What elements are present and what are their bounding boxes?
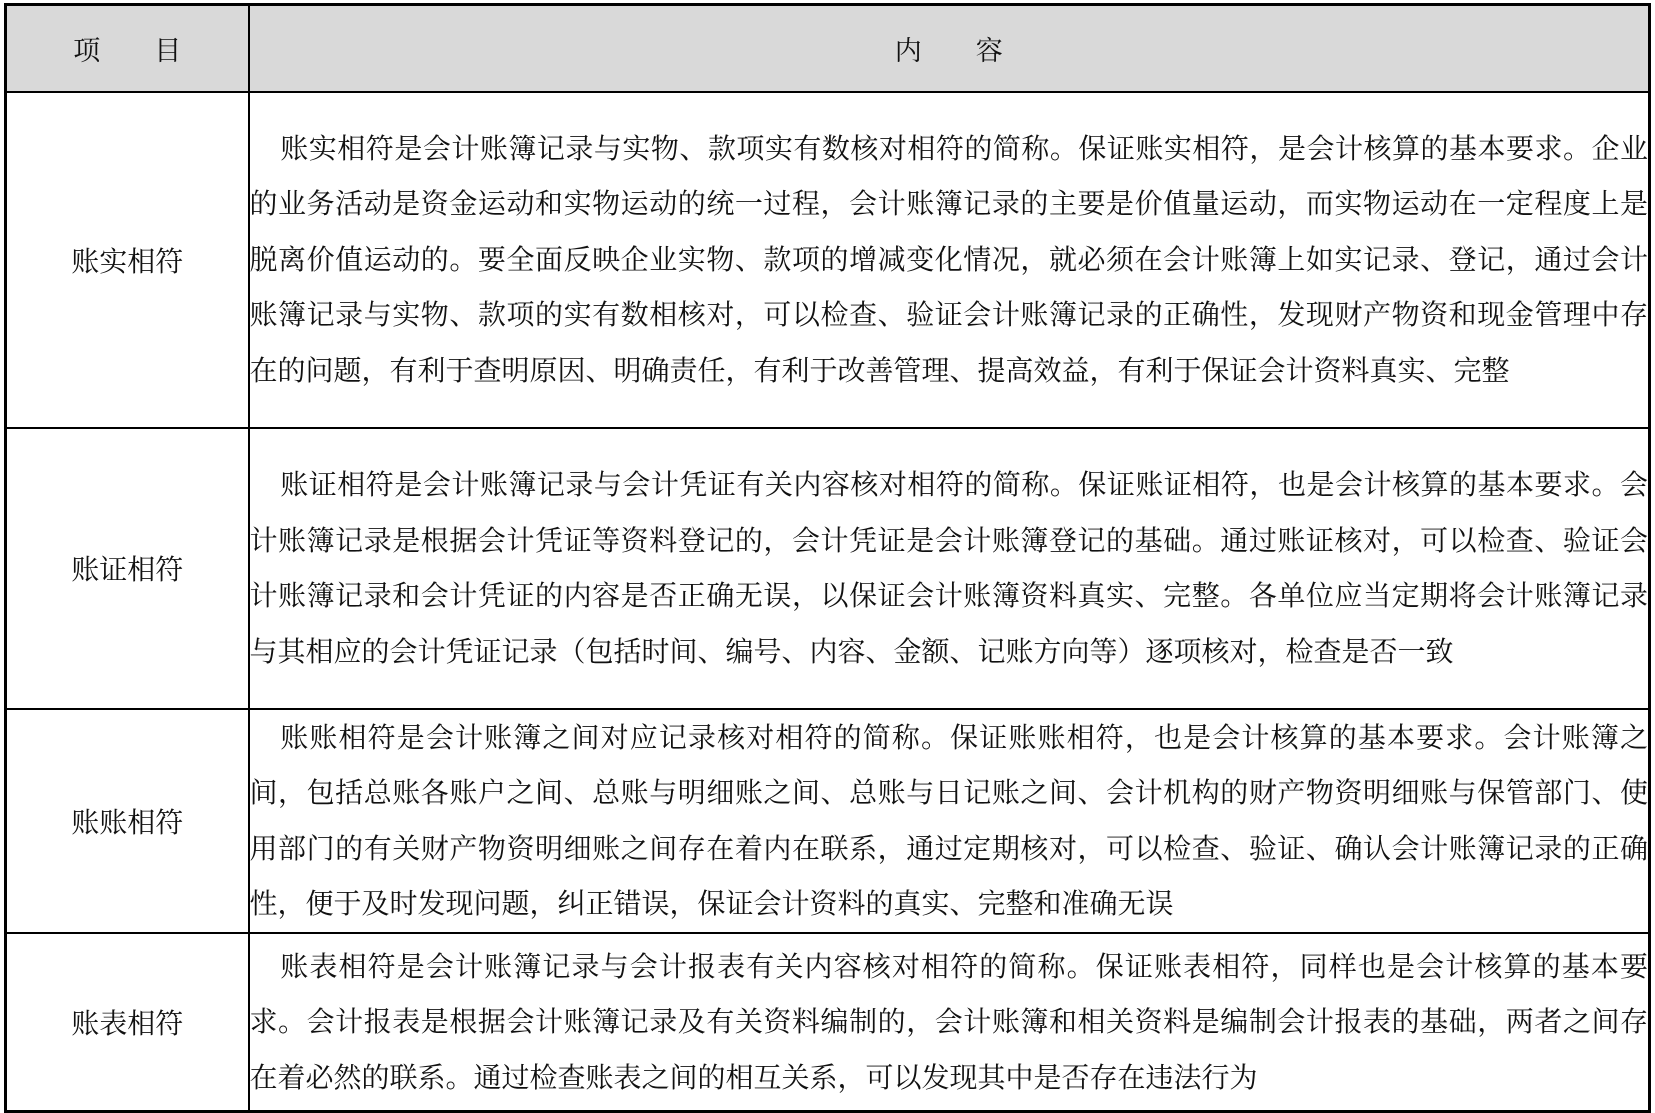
header-item-cell xyxy=(6,5,249,92)
content-text: 账实相符是会计账簿记录与实物、款项实有数核对相符的简称。保证账实相符，是会计核算的基本要求。企业的业务活动是资金运动和实物运动的统一过程，会计账簿记录的主要是价值量运动，而实物运动在一定程度上是脱离价值运动的。要全面反映企业实物、款项的增减变化情况，就必须在会计账簿上如实记录、登记，通过会计账簿记录与实物、款项的实有数相核对，可以检查、验证会计账簿记录的正确性，发现财产物资和现金管理中存在的问题，有利于查明原因、明确责任，有利于改善管理、提高效益，有利于保证会计资料真实、完整 xyxy=(249,131,1648,387)
item-label: 账表相符 xyxy=(71,1006,184,1040)
header-content-label: 内 容 xyxy=(894,35,1003,67)
table-row xyxy=(6,428,1650,709)
content-cell xyxy=(249,428,1650,709)
item-cell xyxy=(6,933,249,1112)
table-row xyxy=(6,933,1650,1112)
item-label: 账实相符 xyxy=(71,244,184,278)
item-cell xyxy=(6,428,249,709)
content-text: 账证相符是会计账簿记录与会计凭证有关内容核对相符的简称。保证账证相符，也是会计核算的基本要求。会计账簿记录是根据会计凭证等资料登记的，会计凭证是会计账簿登记的基础。通过账证核对，可以检查、验证会计账簿记录和会计凭证的内容是否正确无误，以保证会计账簿资料真实、完整。各单位应当定期将会计账簿记录与其相应的会计凭证记录（包括时间、编号、内容、金额、记账方向等）逐项核对，检查是否一致 xyxy=(249,468,1648,668)
header-item-label: 项 目 xyxy=(73,35,182,67)
table-row xyxy=(6,709,1650,933)
item-label: 账账相符 xyxy=(71,805,184,839)
reconciliation-table xyxy=(4,3,1651,1113)
content-text: 账账相符是会计账簿之间对应记录核对相符的简称。保证账账相符，也是会计核算的基本要求。会计账簿之间，包括总账各账户之间、总账与明细账之间、总账与日记账之间、会计机构的财产物资明细账与保管部门、使用部门的有关财产物资明细账之间存在着内在联系，通过定期核对，可以检查、验证、确认会计账簿记录的正确性，便于及时发现问题，纠正错误，保证会计资料的真实、完整和准确无误 xyxy=(249,720,1648,920)
content-cell xyxy=(249,709,1650,933)
table-header-row xyxy=(6,5,1650,92)
item-cell xyxy=(6,92,249,428)
content-text: 账表相符是会计账簿记录与会计报表有关内容核对相符的简称。保证账表相符，同样也是会计核算的基本要求。会计报表是根据会计账簿记录及有关资料编制的，会计账簿和相关资料是编制会计报表的基础，两者之间存在着必然的联系。通过检查账表之间的相互关系，可以发现其中是否存在违法行为 xyxy=(249,949,1648,1094)
content-cell xyxy=(249,92,1650,428)
content-cell xyxy=(249,933,1650,1112)
header-content-cell xyxy=(249,5,1650,92)
table-row xyxy=(6,92,1650,428)
item-cell xyxy=(6,709,249,933)
item-label: 账证相符 xyxy=(71,553,184,586)
